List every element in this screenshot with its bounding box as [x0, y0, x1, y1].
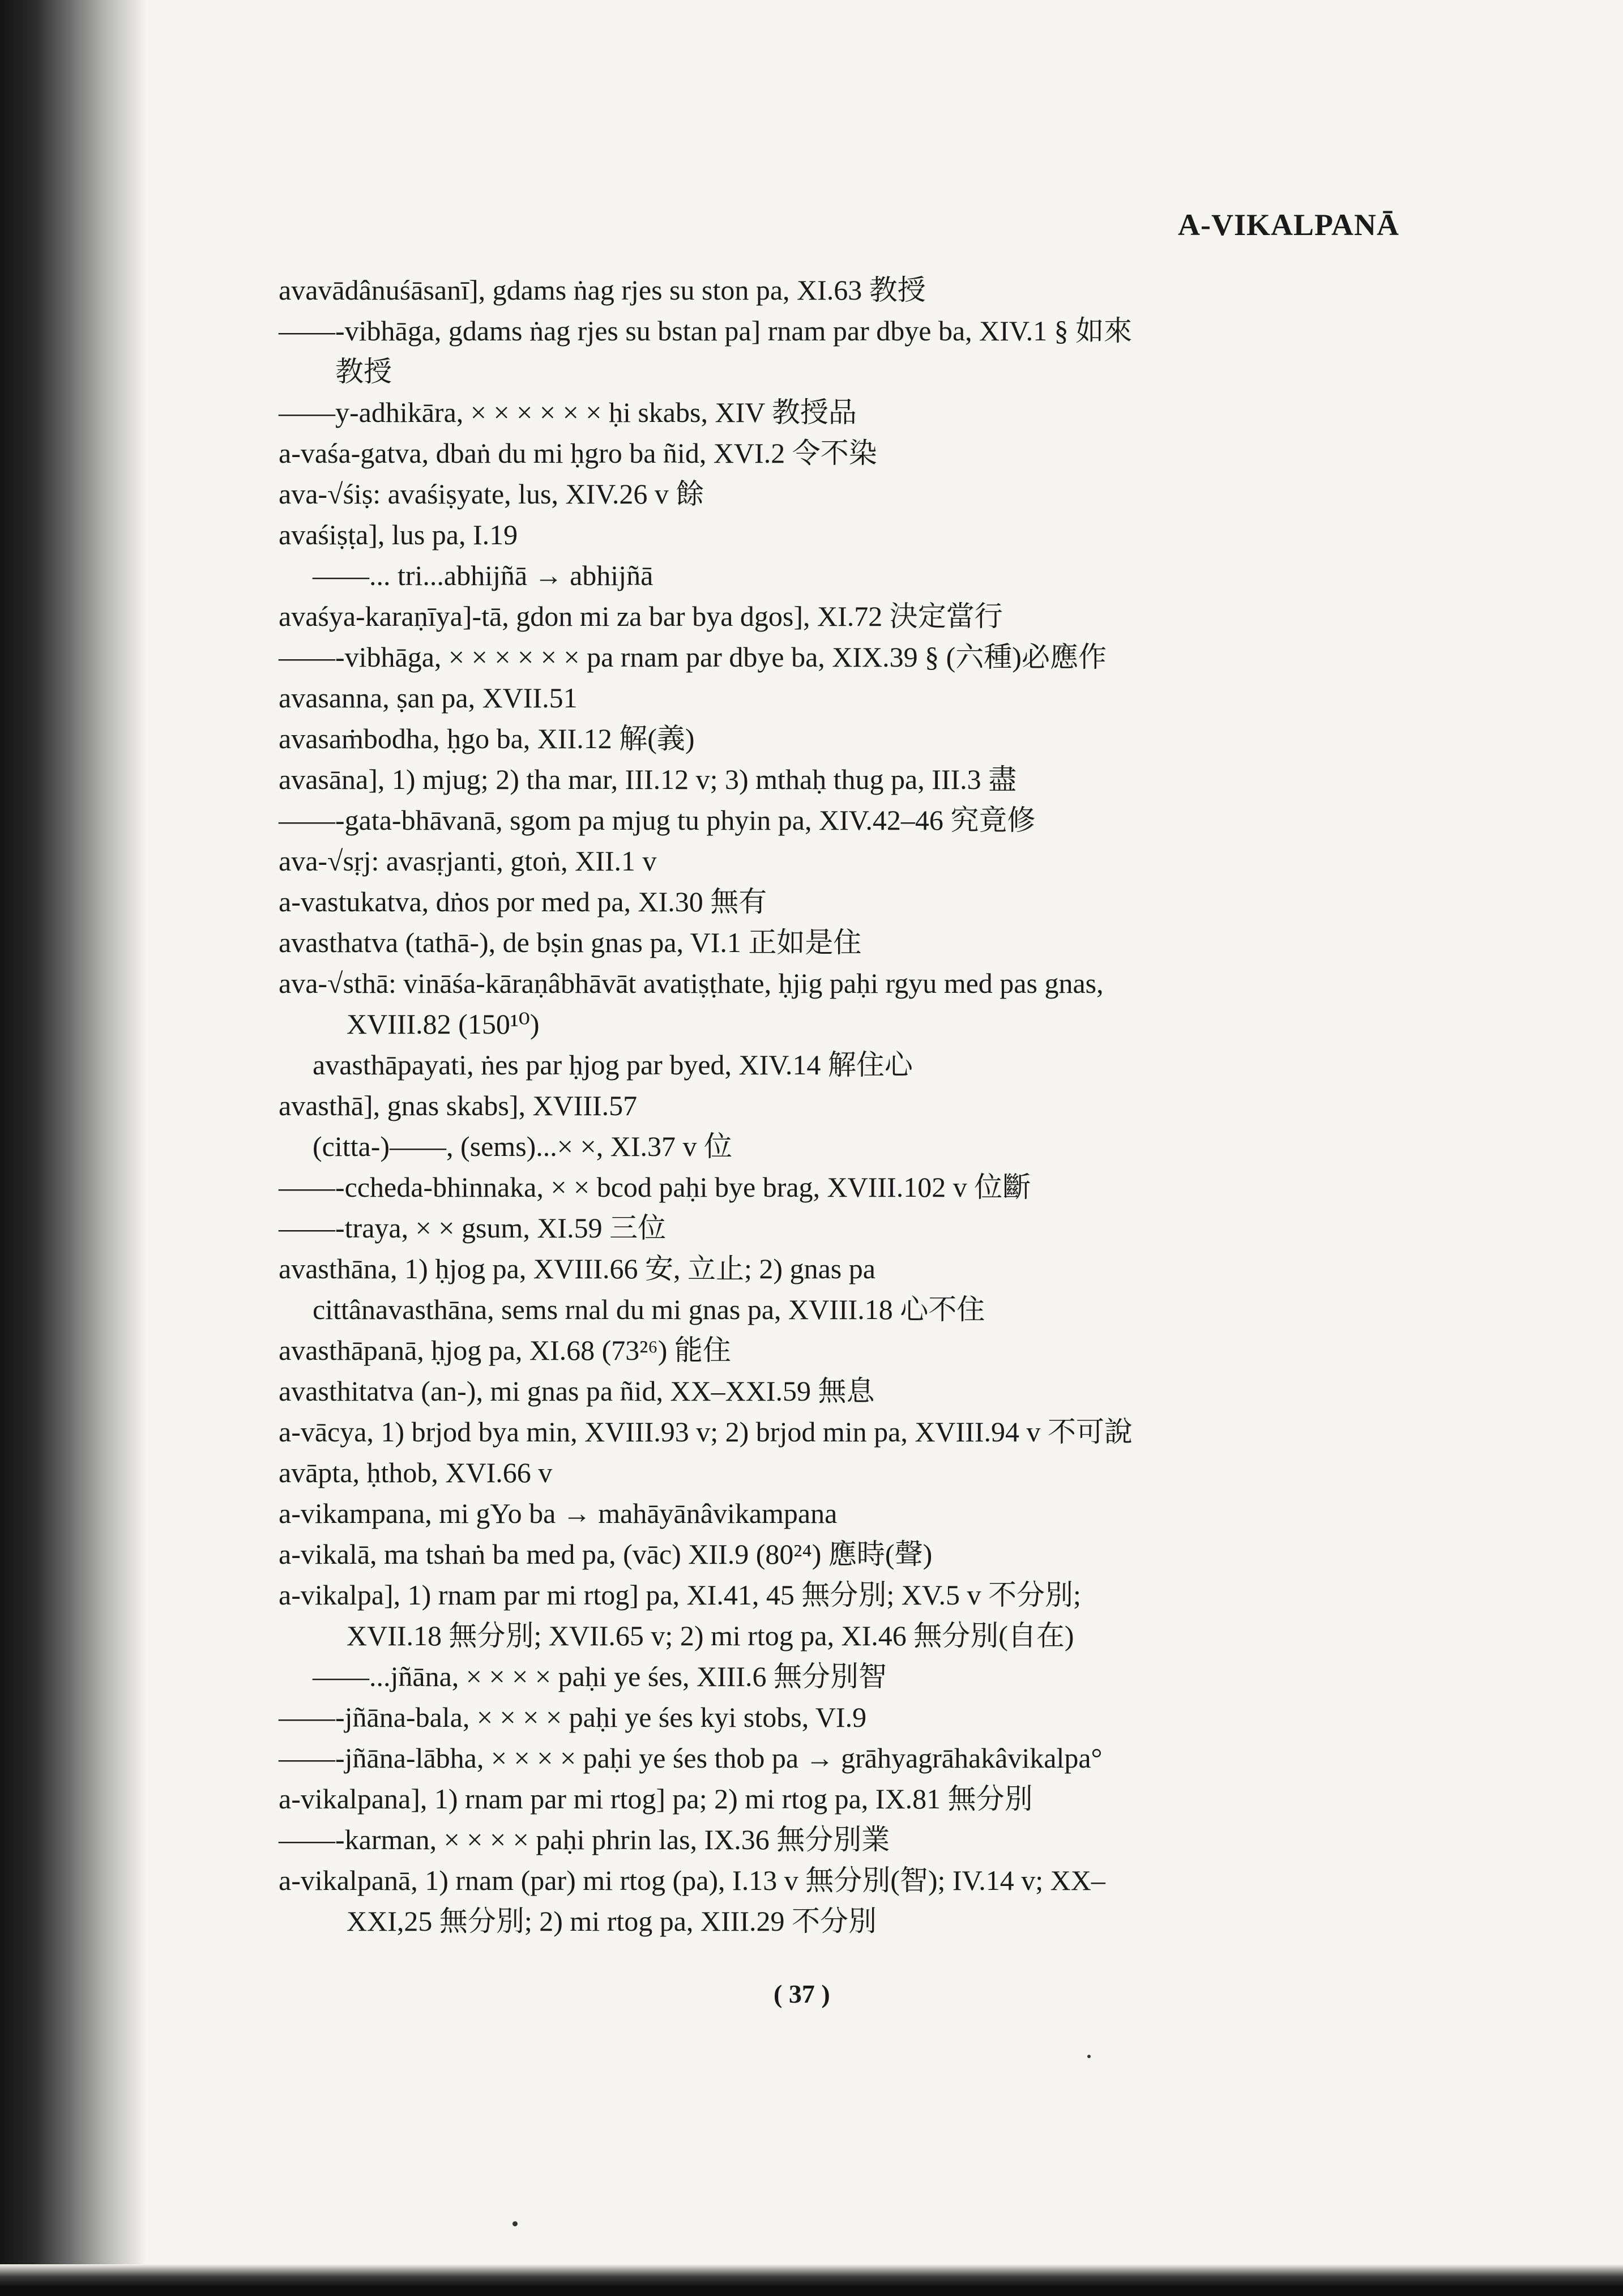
- entry-line: ——-vibhāga, gdams ṅag rjes su bstan pa] rnam par dbye ba, XIV.1 § 如來: [279, 315, 1133, 347]
- entry-line: a-vikalā, ma tshaṅ ba med pa, (vāc) XII.9 (80²⁴) 應時(聲): [279, 1538, 933, 1570]
- entry-line: avasāna], 1) mjug; 2) tha mar, III.12 v; 3) mthaḥ thug pa, III.3 盡: [279, 763, 1017, 795]
- entry-line: 教授: [335, 356, 392, 387]
- entry-line: a-vikalpa], 1) rnam par mi rtog] pa, XI.41, 45 無分別; XV.5 v 不分別;: [279, 1579, 1081, 1611]
- entry-line: avavādânuśāsanī], gdams ṅag rjes su ston pa, XI.63 教授: [279, 274, 926, 306]
- entry-line: ——-traya, × × gsum, XI.59 三位: [279, 1212, 667, 1244]
- entry-line: ava-√sthā: vināśa-kāraṇâbhāvāt avatiṣṭhate, ḥjig paḥi rgyu med pas gnas,: [279, 967, 1104, 999]
- entry-line: XXI,25 無分別; 2) mi rtog pa, XIII.29 不分別: [347, 1905, 877, 1937]
- entry-line: avasthāpayati, ṅes par ḥjog par byed, XIV.14 解住心: [313, 1049, 913, 1081]
- entry-line: ——-jñāna-bala, × × × × paḥi ye śes kyi stobs, VI.9: [279, 1701, 867, 1733]
- entry-line: avasthatva (tathā-), de bṣin gnas pa, VI.1 正如是住: [279, 927, 862, 958]
- entry-line: ——-vibhāga, × × × × × × pa rnam par dbye ba, XIX.39 § (六種)必應作: [279, 641, 1107, 673]
- entry-line: a-vācya, 1) brjod bya min, XVIII.93 v; 2) brjod min pa, XVIII.94 v 不可說: [279, 1416, 1133, 1448]
- entry-line: ——-ccheda-bhinnaka, × × bcod paḥi bye brag, XVIII.102 v 位斷: [279, 1171, 1031, 1203]
- entry-line: ——...jñāna, × × × × paḥi ye śes, XIII.6 無分別智: [313, 1661, 887, 1692]
- entry-line: cittânavasthāna, sems rnal du mi gnas pa, XVIII.18 心不住: [313, 1294, 985, 1325]
- entry-line: avasthitatva (an-), mi gnas pa ñid, XX–XXI.59 無息: [279, 1375, 875, 1407]
- entry-line: a-vaśa-gatva, dbaṅ du mi ḥgro ba ñid, XVI.2 令不染: [279, 437, 877, 469]
- entry-line: avaśiṣṭa], lus pa, I.19: [279, 519, 518, 550]
- entry-line: a-vikampana, mi gYo ba → mahāyānâvikampana: [279, 1497, 838, 1529]
- scan-bottom-edge: [0, 2264, 1623, 2296]
- entry-line: avāpta, ḥthob, XVI.66 v: [279, 1457, 553, 1488]
- entry-line: (citta-)——, (sems)...× ×, XI.37 v 位: [313, 1130, 732, 1162]
- entry-line: ——-karman, × × × × paḥi phrin las, IX.36 無分別業: [279, 1824, 890, 1855]
- page-number: ( 37 ): [774, 1979, 830, 2008]
- entry-line: ——y-adhikāra, × × × × × × ḥi skabs, XIV 教授品: [279, 396, 857, 428]
- entry-line: ava-√sṛj: avasṛjanti, gtoṅ, XII.1 v: [279, 845, 657, 877]
- entry-line: XVII.18 無分別; XVII.65 v; 2) mi rtog pa, XI.46 無分別(自在): [347, 1620, 1074, 1651]
- binding-shadow: [0, 0, 147, 2296]
- entry-line: ——... tri...abhijñā → abhijñā: [313, 560, 654, 591]
- scan-speck: [512, 2221, 518, 2226]
- entry-line: ——-jñāna-lābha, × × × × paḥi ye śes thob pa → grāhyagrāhakâvikalpa°: [279, 1742, 1103, 1774]
- page-header: A-VIKALPANĀ: [1178, 208, 1399, 242]
- entry-line: XVIII.82 (150¹⁰): [347, 1008, 540, 1040]
- scan-speck: [1087, 2055, 1091, 2058]
- entry-line: avaśya-karaṇīya]-tā, gdon mi za bar bya dgos], XI.72 決定當行: [279, 600, 1003, 632]
- entry-line: ——-gata-bhāvanā, sgom pa mjug tu phyin pa, XIV.42–46 究竟修: [279, 804, 1036, 836]
- entry-line: a-vikalpana], 1) rnam par mi rtog] pa; 2) mi rtog pa, IX.81 無分別: [279, 1783, 1033, 1815]
- entry-line: avasaṁbodha, ḥgo ba, XII.12 解(義): [279, 723, 695, 754]
- entry-line: avasanna, ṣan pa, XVII.51: [279, 682, 578, 714]
- entry-line: a-vastukatva, dṅos por med pa, XI.30 無有: [279, 886, 767, 917]
- entry-line: a-vikalpanā, 1) rnam (par) mi rtog (pa), I.13 v 無分別(智); IV.14 v; XX–: [279, 1864, 1105, 1896]
- entry-line: avasthāna, 1) ḥjog pa, XVIII.66 安, 立止; 2) gnas pa: [279, 1253, 875, 1284]
- entry-line: ava-√śiṣ: avaśiṣyate, lus, XIV.26 v 餘: [279, 478, 704, 510]
- entry-line: avasthāpanā, ḥjog pa, XI.68 (73²⁶) 能住: [279, 1334, 731, 1366]
- entry-line: avasthā], gnas skabs], XVIII.57: [279, 1090, 638, 1121]
